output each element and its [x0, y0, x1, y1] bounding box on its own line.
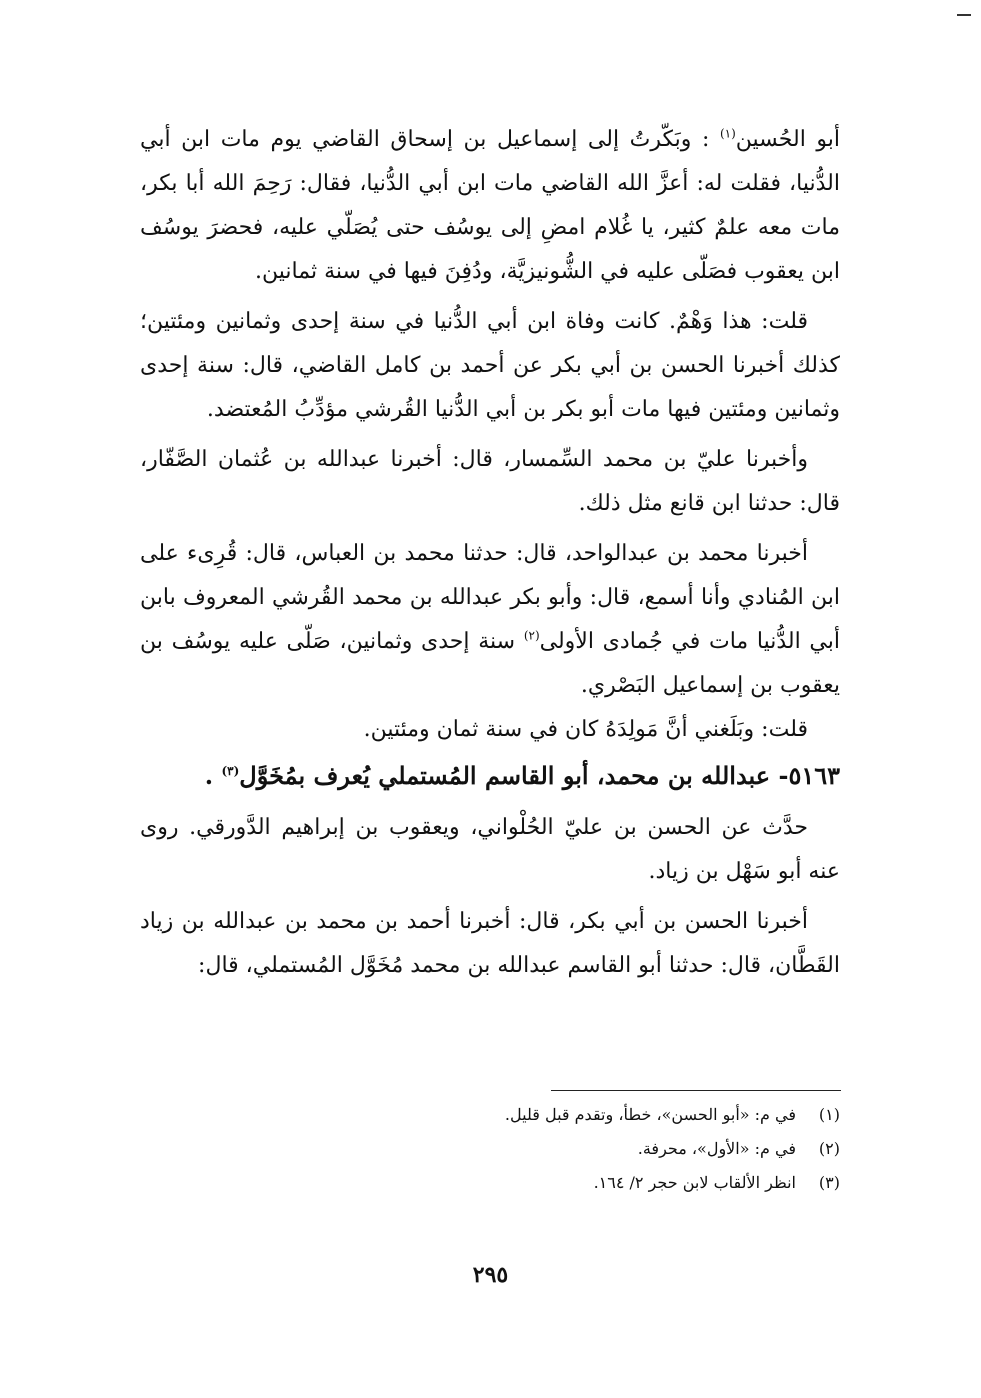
footnote-2-text: في م: «الأول»، محرفة. — [637, 1139, 796, 1158]
paragraph-4-start: أخبرنا محمد بن عبدالواحد، قال: حدثنا محمد بن العباس، قال: قُرِىء على ابن المُنادي وأنا أسمع، قال: وأبو بكر عبدالله بن محمد القُرشي المعروف بابن أبي الدُّنيا مات في جُمادى الأولى — [140, 541, 841, 654]
footnotes — [140, 1098, 840, 1200]
scan-edge-mark — [957, 14, 971, 16]
page-number: ٢٩٥ — [472, 1262, 509, 1288]
footnote-3 — [140, 1166, 840, 1200]
paragraph-1 — [140, 118, 840, 294]
paragraph-1-start: أبو الحُسين — [735, 127, 841, 152]
paragraph-4-rest: سنة إحدى وثمانين، صَلّى عليه يوسُف بن يعقوب بن إسماعيل البَصْري. — [140, 629, 840, 698]
paragraph-4 — [140, 532, 840, 708]
paragraph-5: قلت: وبَلَغني أنَّ مَولِدَهُ كان في سنة ثمان ومئتين. — [363, 717, 808, 742]
footnote-3-number: (٣) — [818, 1173, 840, 1192]
entry-heading — [140, 752, 840, 800]
footnote-3-text: انظر الألقاب لابن حجر ٢/ ١٦٤. — [593, 1173, 796, 1192]
main-text — [140, 118, 840, 988]
footnote-ref-1: (١) — [719, 126, 736, 141]
footnote-divider — [551, 1090, 841, 1091]
footnote-1-number: (١) — [818, 1105, 840, 1124]
entry-heading-end: . — [204, 761, 222, 790]
footnote-1-text: في م: «أبو الحسن»، خطأ، وتقدم قبل قليل. — [504, 1105, 796, 1124]
footnote-2-number: (٢) — [818, 1139, 840, 1158]
entry-heading-text: ٥١٦٣- عبدالله بن محمد، أبو القاسم المُستملي يُعرف بمُخَوَّل — [239, 761, 840, 790]
paragraph-1-rest: : وبَكّرتُ إلى إسماعيل بن إسحاق القاضي يوم مات ابن أبي الدُّنيا، فقلت له: أعزَّ الله القاضي مات ابن أبي الدُّنيا، فقال: رَحِمَ الله أبا بكر، مات معه علمٌ كثير، يا غُلام امضِ إلى يوسُف حتى يُصَلّي عليه، فحضرَ يوسُف ابن يعقوب فصَلّى عليه في الشُّونيزيَّة، ودُفِنَ فيها في سنة ثمانين. — [140, 127, 840, 284]
paragraph-6: حدَّث عن الحسن بن عليّ الحُلْواني، ويعقوب بن إبراهيم الدَّورقي. روى عنه أبو سَهْل بن زياد. — [140, 815, 840, 884]
paragraph-3: وأخبرنا عليّ بن محمد السِّمسار، قال: أخبرنا عبدالله بن عُثمان الصَّفّار، قال: حدثنا ابن قانع مثل ذلك. — [140, 447, 840, 516]
footnote-ref-2: (٢) — [523, 628, 540, 643]
footnote-ref-3: (٣) — [221, 764, 240, 778]
paragraph-2: قلت: هذا وَهْمٌ. كانت وفاة ابن أبي الدُّنيا في سنة إحدى وثمانين ومئتين؛ كذلك أخبرنا الحسن بن أبي بكر عن أحمد بن كامل القاضي، قال: سنة إحدى وثمانين ومئتين فيها مات أبو بكر بن أبي الدُّنيا القُرشي مؤدِّبُ المُعتضد. — [140, 309, 840, 422]
footnote-2 — [140, 1132, 840, 1166]
paragraph-7: أخبرنا الحسن بن أبي بكر، قال: أخبرنا أحمد بن محمد بن عبدالله بن زياد القَطَّان، قال: حدثنا أبو القاسم عبدالله بن محمد مُخَوَّل المُستملي، قال: — [140, 909, 840, 978]
footnote-1 — [140, 1098, 840, 1132]
